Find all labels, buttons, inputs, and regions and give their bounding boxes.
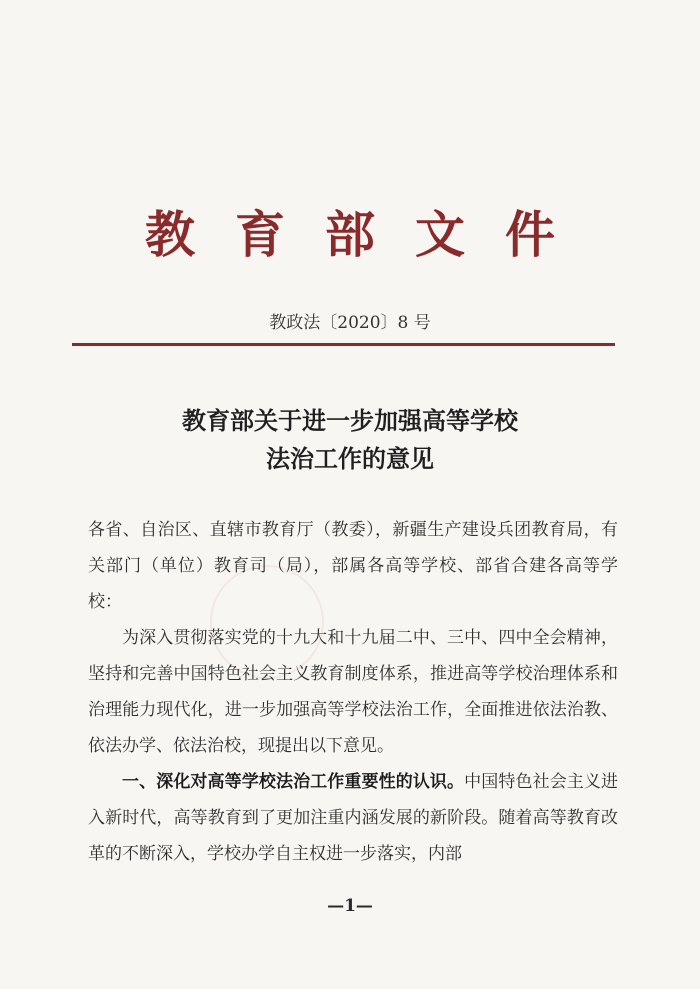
document-number: 教政法〔2020〕8 号 — [269, 313, 431, 333]
page-number: —1— — [327, 896, 373, 916]
section-1-text: 中国特色社会主义进入新时代，高等教育到了更加注重内涵发展的新阶段。随着高等教育改革的不断深入，学校办学自主权进一步落实，内部 — [88, 772, 619, 864]
header-divider — [72, 343, 615, 346]
document-title — [0, 402, 700, 478]
issuing-authority-title: 教育部文件 — [145, 205, 595, 264]
document-title-line-1: 教育部关于进一步加强高等学校 — [182, 406, 518, 435]
section-1-paragraph — [88, 764, 618, 872]
section-1-heading: 一、深化对高等学校法治工作重要性的认识。 — [122, 772, 465, 792]
document-title-line-2: 法治工作的意见 — [266, 444, 434, 473]
intro-paragraph: 为深入贯彻落实党的十九大和十九届二中、三中、四中全会精神，坚持和完善中国特色社会主义教育制度体系，推进高等学校治理体系和治理能力现代化，进一步加强高等学校法治工作，全面推进依法治教、依法办学、依法治校，现提出以下意见。 — [88, 628, 618, 756]
salutation-paragraph: 各省、自治区、直辖市教育厅（教委），新疆生产建设兵团教育局，有关部门（单位）教育司（局），部属各高等学校、部省合建各高等学校： — [88, 520, 618, 612]
